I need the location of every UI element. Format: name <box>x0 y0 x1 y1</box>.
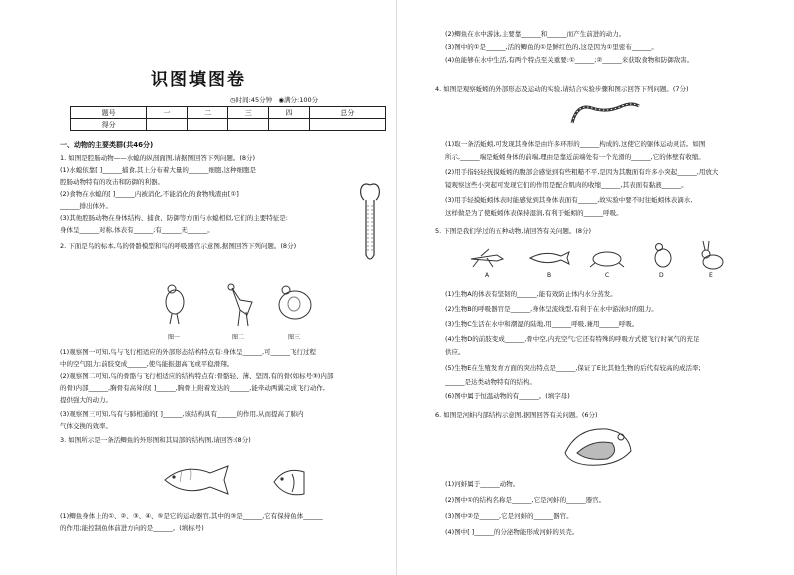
question-line: 2. 下面是鸟的标本,鸟的骨骼模型和鸟的呼吸器官示意图,据图回答下列问题。(8分) <box>60 242 297 250</box>
score-value-row <box>71 119 386 131</box>
question-line: (3)其他腔肠动物在身体结构、捕食、防御等方面与水螅相似,它们的主要特征是: <box>60 214 288 222</box>
earthworm-figure <box>567 98 647 133</box>
question-line: ______是达类动物特有的结构。 <box>445 378 536 386</box>
question-line: (2)观察图二可知,鸟的骨骼与飞行相适应的结构特点有:骨骼轻、薄、坚固,有的骨(如标号③)内部 <box>60 372 334 380</box>
question-line: (1)生物A的体表有坚韧的______,能有效防止体内水分蒸发。 <box>445 290 617 298</box>
fish-head-figure <box>270 462 310 502</box>
question-line: (4)图中[ ]______的分泌物能形成河蚌的贝壳。 <box>445 528 579 536</box>
question-line: 的作用;能控制鱼体前进方向的是______。(填标号) <box>60 524 204 532</box>
question-line: 中的空气阻力;前肢变成______,使鸟能振翅高飞或平稳滑翔。 <box>60 360 234 368</box>
question-line: 4. 如图是观察蚯蚓的外部形态及运动的实验,请结合实验步骤和图示回答下列问题。(7分) <box>435 85 689 93</box>
question-line: (3)图中的①是______,活的鲫鱼的①是鲜红色的,这是因为①里密布______。 <box>445 43 658 51</box>
hydra-figure <box>350 175 390 265</box>
question-line: 1. 如图是腔肠动物——水螅的纵剖面图,请据图回答下列问题。(8分) <box>60 154 256 162</box>
score-cell <box>228 119 269 131</box>
question-line: 腔肠动物特有的攻击和防御的利器。 <box>60 178 164 186</box>
question-line: (4)鱼能够在水中生活,有两个特点至关重要:①______;②______来获取食物和防御敌害。 <box>445 56 694 64</box>
question-line: 这样做是为了使蚯蚓体表保持湿润,有利于蚯蚓的______呼吸。 <box>445 209 623 217</box>
question-line: (4)生物D的前肢变成______,骨中空,内充空气;它还有特殊的呼吸方式使飞行时氧气的充足 <box>445 335 700 343</box>
fish-b-figure <box>527 250 572 266</box>
pigeon-figure <box>649 240 675 272</box>
exam-meta <box>230 95 318 104</box>
question-line: (2)用手指轻轻抚摸蚯蚓的腹部会感觉到有些粗糙不平,是因为其腹面有许多小突起______,用放大 <box>445 168 719 176</box>
score-header-cell: 二 <box>187 107 228 119</box>
animal-label: B <box>547 272 552 279</box>
question-line: 气体交换的效率。 <box>60 422 112 430</box>
question-line: (2)图中①的结构名称是______,它是河蚌的______器官。 <box>445 496 606 504</box>
question-line: (3)观察图三可知,鸟有与肺相通的[ ]______,该结构具有______的作用,从而提高了肺内 <box>60 410 304 418</box>
bird-respiratory-figure <box>270 280 320 330</box>
score-cell <box>187 119 228 131</box>
right-page <box>397 0 794 575</box>
frog-figure <box>587 245 627 269</box>
question-line: (2)鲫鱼在水中游泳,主要靠______和______而产生前进的动力。 <box>445 30 626 38</box>
exam-time: 时间:45分钟 <box>235 96 273 104</box>
score-cell <box>269 119 310 131</box>
question-line: (2)食物在水螅的[ ]______内被消化,不能消化的食物残渣由[①] <box>60 190 239 198</box>
question-line: 身体呈______对称,体表有______;有______无______。 <box>60 226 214 234</box>
score-header-cell: 题号 <box>71 107 147 119</box>
figure-caption: 图二 <box>232 334 245 341</box>
figure-caption: 图三 <box>288 334 301 341</box>
question-line: (1)观察图一可知,鸟与飞行相适应的外部形态结构特点有:身体呈______,可______飞行过程 <box>60 348 317 356</box>
question-line: 所示,______端是蚯蚓身体的前端,理由是靠近前端处有一个光滑的______,它的体壁有收缩。 <box>445 153 705 161</box>
animal-label: C <box>605 272 610 279</box>
question-line: 5. 下图是我们学过的五种动物,请回答有关问题。(8分) <box>435 227 592 235</box>
question-line: (2)生物B的呼吸器官是______,身体呈流线型,有利于在水中游泳时的阻力。 <box>445 305 658 313</box>
question-line: 提供强大的动力。 <box>60 396 112 404</box>
question-line: 3. 如图所示是一条活鲫鱼的外形图和其局部的结构图,请回答:(8分) <box>60 436 251 444</box>
question-line: (1)取一条活蚯蚓,可发现其身体是由许多环形的______构成的,这使它的躯体运动灵活。如图 <box>445 140 706 148</box>
question-line: 6. 如图是河蚌内部结构示意图,据图回答有关问题。(6分) <box>435 411 598 419</box>
question-line: 镜观察这些小突起可发现它们的作用是配合肌肉的收缩______,其表面有黏液______。 <box>445 181 688 189</box>
score-cell <box>147 119 188 131</box>
score-header-cell: 三 <box>228 107 269 119</box>
clam-figure <box>557 423 637 473</box>
question-line: (5)生物E在生殖发育方面的突出特点是______,保证了E比其他生物的后代有较高的成活率; <box>445 364 701 372</box>
question-line: 的骨)内部______,胸骨有高耸的[ ]______,胸骨上附着发达的______,能牵动两翼完成飞行动作, <box>60 384 325 392</box>
animal-label: D <box>659 272 664 279</box>
question-line: (1)鲫鱼身体上的①、②、③、④、⑤是它的运动器官,其中的③是______,它有保持鱼体______ <box>60 512 323 520</box>
bird-skeleton-figure <box>222 280 262 330</box>
score-header-cell: 一 <box>147 107 188 119</box>
figure-caption: 图一 <box>168 334 181 341</box>
page-title: 识图填图卷 <box>151 70 246 90</box>
question-line: (6)图中属于恒温动物的有______。(填字母) <box>445 392 570 400</box>
animal-label: E <box>709 272 713 279</box>
score-row-label: 得分 <box>71 119 147 131</box>
animal-label: A <box>485 272 490 279</box>
exam-score: 满分:100分 <box>284 96 319 104</box>
locust-figure <box>467 245 507 269</box>
question-line: 供应。 <box>445 348 465 356</box>
question-line: (3)生物C生活在水中和潮湿的陆地,用______呼吸,兼用______呼吸。 <box>445 320 639 328</box>
score-header-cell: 总分 <box>309 107 385 119</box>
fish-figure <box>160 458 235 503</box>
clock-icon: ◷ <box>230 96 236 104</box>
question-line: (1)河蚌属于______动物。 <box>445 480 520 488</box>
question-line: (3)图中②是______,它是河蚌的______器官。 <box>445 512 573 520</box>
rabbit-figure <box>697 240 727 272</box>
question-line: (3)用手轻摸蚯蚓体表时能感觉到其身体表面有______,故实验中要不时往蚯蚓体表滴水, <box>445 196 693 204</box>
score-header-row <box>71 107 386 119</box>
question-line: (1)水螅依靠[ ]______捕食,其上分布着大量的______细胞,这种细胞是 <box>60 166 256 174</box>
score-table <box>70 106 386 131</box>
section-title: 一、动物的主要类群(共46分) <box>60 141 154 149</box>
question-line: ______排出体外。 <box>60 202 112 210</box>
score-cell <box>309 119 385 131</box>
bird-specimen-figure <box>160 282 190 327</box>
score-header-cell: 四 <box>269 107 310 119</box>
star-icon: ◉ <box>278 96 285 104</box>
